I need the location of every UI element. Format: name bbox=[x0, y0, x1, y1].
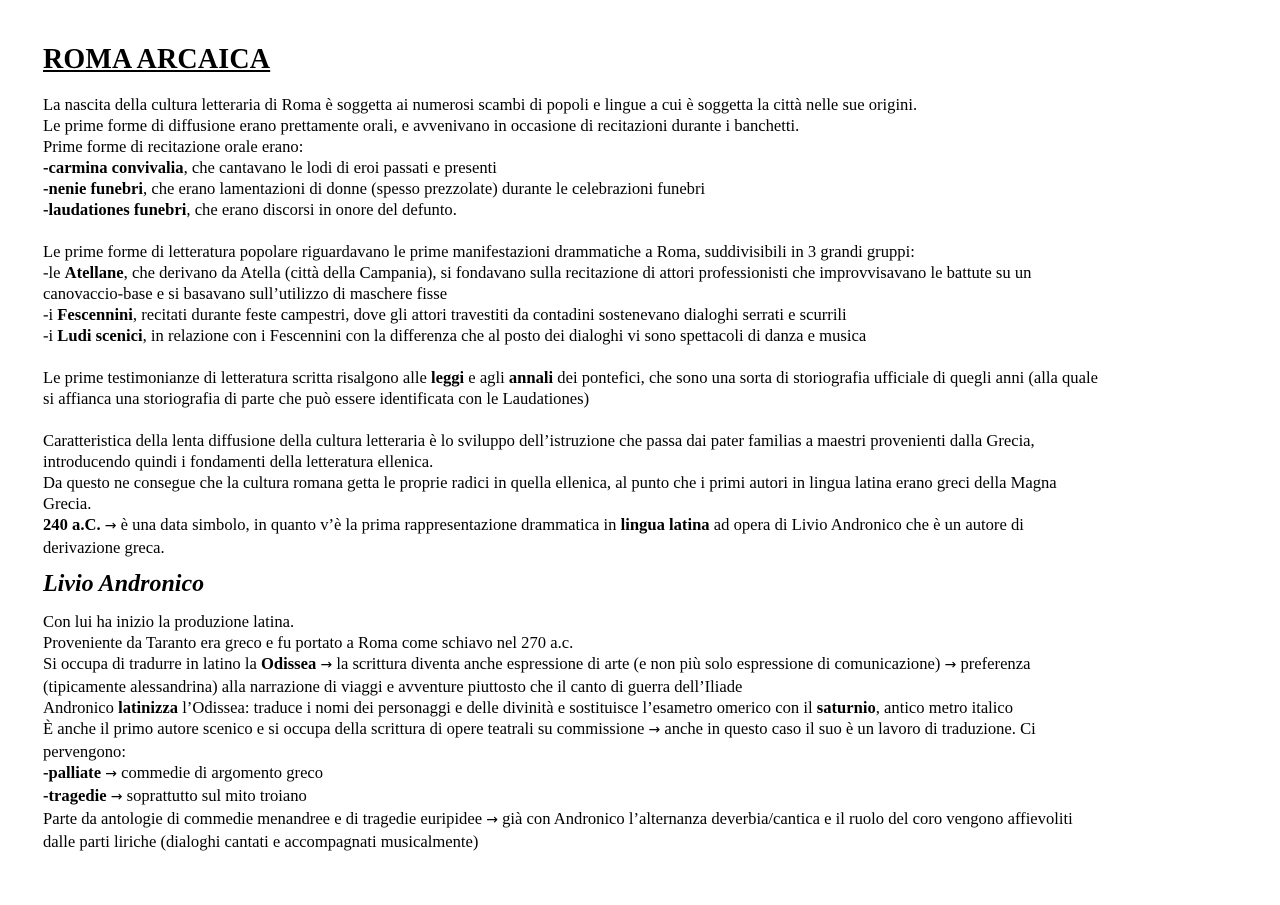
paragraph-line: Le prime testimonianze di letteratura scritta risalgono alle leggi e agli annali dei pontefici, che sono una sorta di storiografia ufficiale di quegli anni (alla quale bbox=[43, 368, 1098, 387]
term-bold: nenie funebri bbox=[48, 179, 144, 198]
date-bold: 240 a.C. bbox=[43, 515, 101, 534]
paragraph-line: si affianca una storiografia di parte che può essere identificata con le Laudationes) bbox=[43, 389, 590, 408]
arrow-icon: → bbox=[320, 657, 333, 673]
list-item: -i Fescennini, recitati durante feste campestri, dove gli attori travestiti da contadini sostenevano dialoghi serrati e scurrili bbox=[43, 305, 847, 324]
paragraph-line: canovaccio-base e si basavano sull’utilizzo di maschere fisse bbox=[43, 284, 448, 303]
list-item: -laudationes funebri, che erano discorsi in onore del defunto. bbox=[43, 200, 457, 219]
term-bold: Ludi scenici bbox=[57, 326, 143, 345]
paragraph-line: (tipicamente alessandrina) alla narrazione di viaggi e avventure piuttosto che il canto di guerra dell’Iliade bbox=[43, 677, 743, 696]
section-heading: Livio Andronico bbox=[43, 571, 205, 597]
term-bold: lingua latina bbox=[620, 515, 710, 534]
term-bold: leggi bbox=[430, 368, 465, 387]
paragraph-line: Le prime forme di letteratura popolare riguardavano le prime manifestazioni drammatiche a Roma, suddivisibili in 3 grandi gruppi: bbox=[43, 242, 915, 261]
list-item: -tragedie → soprattutto sul mito troiano bbox=[43, 786, 307, 805]
paragraph-line: 240 a.C. → è una data simbolo, in quanto v’è la prima rappresentazione drammatica in lingua latina ad opera di Livio Andronico che è un autore di bbox=[43, 515, 1024, 534]
paragraph-line: Con lui ha inizio la produzione latina. bbox=[43, 612, 295, 631]
paragraph-line: Le prime forme di diffusione erano prettamente orali, e avvenivano in occasione di recitazioni durante i banchetti. bbox=[43, 116, 800, 135]
paragraph-line: derivazione greca. bbox=[43, 538, 165, 557]
arrow-icon: → bbox=[486, 812, 498, 828]
paragraph-line: introducendo quindi i fondamenti della letteratura ellenica. bbox=[43, 452, 434, 471]
paragraph-line: Parte da antologie di commedie menandree e di tragedie euripidee → già con Andronico l’alternanza deverbia/cantica e il ruolo del coro vengono affievoliti bbox=[43, 809, 1073, 828]
list-item: -palliate → commedie di argomento greco bbox=[43, 763, 324, 782]
term-bold: Atellane bbox=[64, 263, 124, 282]
list-item: -i Ludi scenici, in relazione con i Fescennini con la differenza che al posto dei dialoghi vi sono spettacoli di danza e musica bbox=[43, 326, 867, 345]
term-bold: Fescennini bbox=[57, 305, 133, 324]
paragraph-line: Prime forme di recitazione orale erano: bbox=[43, 137, 304, 156]
arrow-icon: → bbox=[105, 766, 117, 782]
paragraph-line: pervengono: bbox=[43, 742, 126, 761]
arrow-icon: → bbox=[110, 789, 123, 805]
paragraph-line: Si occupa di tradurre in latino la Odissea → la scrittura diventa anche espressione di arte (e non più solo espressione di comunicazione) → preferenza bbox=[43, 654, 1031, 673]
paragraph-line: Caratteristica della lenta diffusione della cultura letteraria è lo sviluppo dell’istruzione che passa dai pater familias a maestri provenienti dalla Grecia, bbox=[43, 431, 1035, 450]
term-bold: laudationes funebri bbox=[48, 200, 187, 219]
term-bold: saturnio bbox=[816, 698, 876, 717]
paragraph-line: Proveniente da Taranto era greco e fu portato a Roma come schiavo nel 270 a.c. bbox=[43, 633, 574, 652]
paragraph-line: È anche il primo autore scenico e si occupa della scrittura di opere teatrali su commissione → anche in questo caso il suo è un lavoro di traduzione. Ci bbox=[43, 719, 1036, 738]
term-bold: latinizza bbox=[118, 698, 179, 717]
page-title: ROMA ARCAICA bbox=[43, 44, 271, 75]
paragraph-line: Grecia. bbox=[43, 494, 92, 513]
paragraph-line: Da questo ne consegue che la cultura romana getta le proprie radici in quella ellenica, al punto che i primi autori in lingua latina erano greci della Magna bbox=[43, 473, 1057, 492]
paragraph-line: Andronico latinizza l’Odissea: traduce i nomi dei personaggi e delle divinità e sostituisce l’esametro omerico con il saturnio, antico metro italico bbox=[43, 698, 1014, 717]
list-item: -le Atellane, che derivano da Atella (città della Campania), si fondavano sulla recitazione di attori professionisti che improvvisavano le battute su un bbox=[43, 263, 1032, 282]
list-item: -carmina convivalia, che cantavano le lodi di eroi passati e presenti bbox=[43, 158, 497, 177]
term-bold: carmina convivalia bbox=[48, 158, 184, 177]
term-bold: Odissea bbox=[260, 654, 317, 673]
term-bold: palliate bbox=[48, 763, 102, 782]
document-body bbox=[43, 40, 1233, 852]
arrow-icon: → bbox=[944, 657, 957, 673]
paragraph-line: dalle parti liriche (dialoghi cantati e accompagnati musicalmente) bbox=[43, 832, 479, 851]
arrow-icon: → bbox=[104, 518, 117, 534]
paragraph-line: La nascita della cultura letteraria di Roma è soggetta ai numerosi scambi di popoli e lingue a cui è soggetta la città nelle sue origini. bbox=[43, 95, 918, 114]
list-item: -nenie funebri, che erano lamentazioni di donne (spesso prezzolate) durante le celebrazioni funebri bbox=[43, 179, 706, 198]
term-bold: tragedie bbox=[48, 786, 107, 805]
arrow-icon: → bbox=[648, 722, 661, 738]
term-bold: annali bbox=[508, 368, 554, 387]
